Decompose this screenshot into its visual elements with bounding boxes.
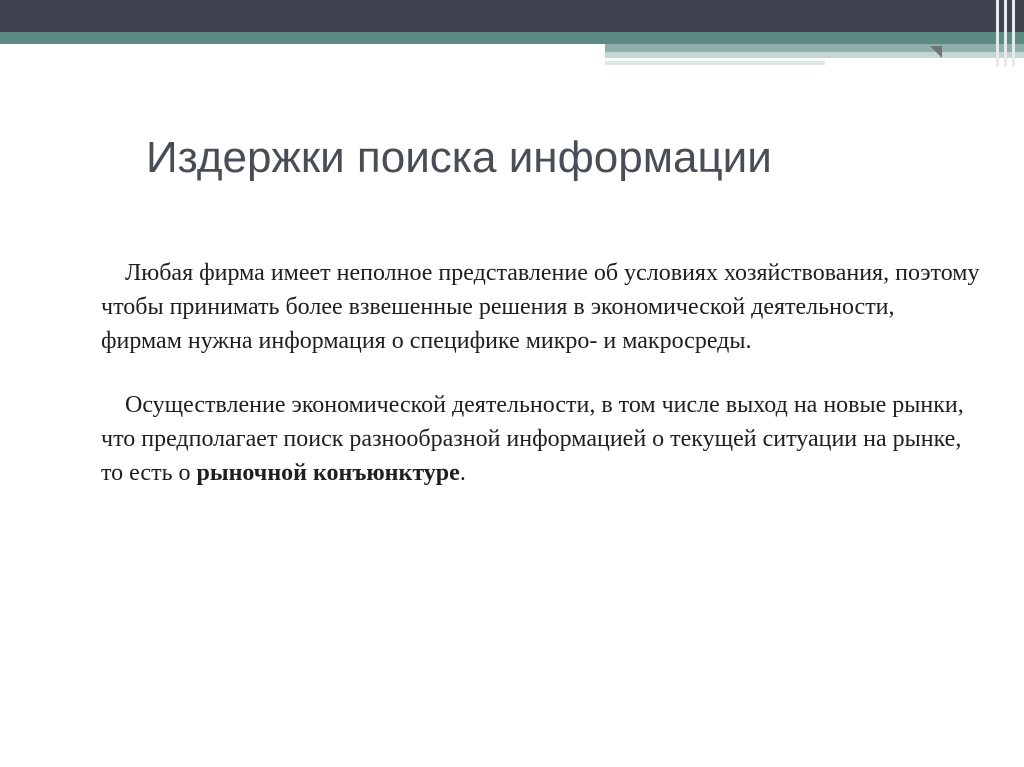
header-banner-teal-pale xyxy=(605,52,1024,58)
header-stripe xyxy=(1004,0,1007,66)
header-banner-dark xyxy=(0,0,1024,32)
paragraph-1: Любая фирма имеет неполное представление об условиях хозяйствования, поэтому чтобы принимать более взвешенные решения в экономической деятельности, фирмам нужна информация о специфике микро- и макросреды. xyxy=(101,260,980,354)
header-stripe xyxy=(996,0,999,66)
paragraph-2-end: . xyxy=(459,460,466,486)
header-banner-teal-light xyxy=(605,44,1024,52)
header-banner-pale-line xyxy=(605,61,825,65)
paragraph-2-bold-term: рыночной конъюнктуре xyxy=(196,460,460,486)
triangle-corner-icon xyxy=(926,42,946,62)
slide-body xyxy=(101,256,981,520)
header-banner-teal xyxy=(0,32,1024,44)
header-stripe xyxy=(1012,0,1015,66)
slide-title: Издержки поиска информации xyxy=(146,133,772,182)
paragraph-2-text: Осуществление экономической деятельности, в том числе выход на новые рынки, что предполагает поиск разнообразной информацией о текущей ситуации на рынке, то есть о xyxy=(101,392,964,486)
paragraph-2 xyxy=(101,388,981,490)
